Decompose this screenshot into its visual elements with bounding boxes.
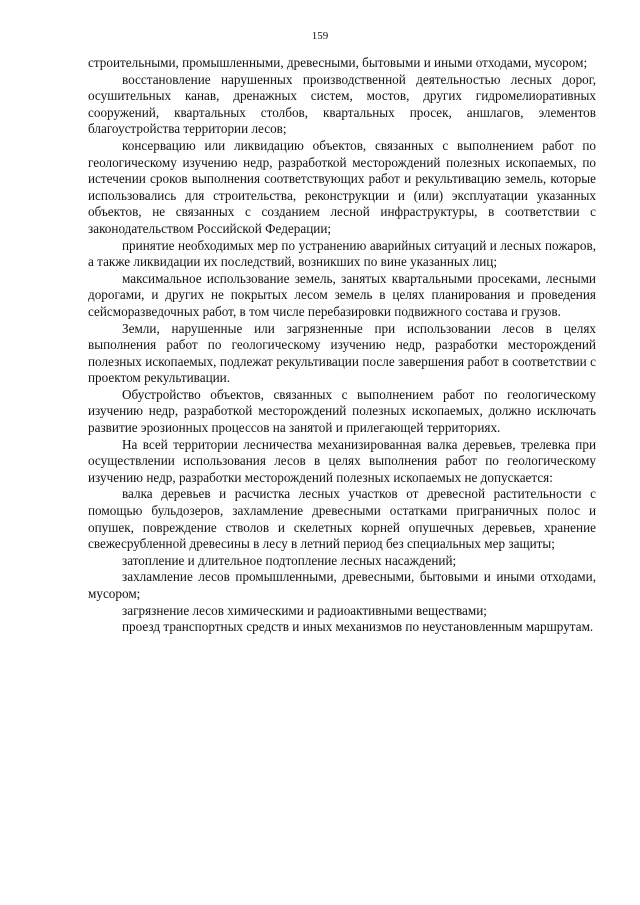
page-number: 159	[311, 30, 329, 42]
paragraph: загрязнение лесов химическими и радиоактивными веществами;	[122, 602, 487, 618]
paragraph: валка деревьев и расчистка лесных участков от древесной растительности с помощью бульдозеров, захламление древесными остатками приграничных полос и опушек, повреждение стволов и скелетных корней опушечных деревьев, хранение свежесрубленной древесины в лесу в летний период без специальных мер защиты;	[88, 486, 596, 552]
paragraph: консервацию или ликвидацию объектов, связанных с выполнением работ по геологическому изучению недр, разработкой месторождений полезных ископаемых, по истечении сроков выполнения соответствующих работ и рекультивацию земель, которые использовались для строительства, реконструкции и (или) эксплуатации указанных объектов, не связанных с созданием лесной инфраструктуры, в соответствии с законодательством Российской Федерации;	[88, 137, 596, 236]
paragraph: восстановление нарушенных производственной деятельностью лесных дорог, осушительных канав, дренажных систем, мостов, других гидромелиоративных сооружений, квартальных столбов, квартальных просек, аншлагов, элементов благоустройства территории лесов;	[88, 71, 596, 137]
paragraph: На всей территории лесничества механизированная валка деревьев, трелевка при осуществлении использования лесов в целях выполнения работ по геологическому изучению недр, разработки месторождений полезных ископаемых не допускается:	[88, 436, 596, 485]
paragraph: максимальное использование земель, занятых квартальными просеками, лесными дорогами, и других не покрытых лесом земель в целях планирования и проведения сейсморазведочных работ, в том числе перебазировки подвижного состава и грузов.	[88, 270, 596, 319]
paragraph: принятие необходимых мер по устранению аварийных ситуаций и лесных пожаров, а также ликвидации их последствий, возникших по вине указанных лиц;	[88, 237, 596, 270]
paragraph: Обустройство объектов, связанных с выполнением работ по геологическому изучению недр, разработкой месторождений полезных ископаемых, должно исключать развитие эрозионных процессов на занятой и прилегающей территориях.	[88, 386, 596, 436]
paragraph: Земли, нарушенные или загрязненные при использовании лесов в целях выполнения работ по геологическому изучению недр, разработки месторождений полезных ископаемых, подлежат рекультивации после завершения работ в соответствии с проектом рекультивации.	[88, 320, 596, 386]
paragraph: захламление лесов промышленными, древесными, бытовыми и иными отходами, мусором;	[88, 569, 596, 601]
document-body	[88, 55, 596, 636]
paragraph: проезд транспортных средств и иных механизмов по неустановленным маршрутам.	[122, 619, 594, 635]
paragraph: строительными, промышленными, древесными, бытовыми и иными отходами, мусором;	[88, 55, 588, 70]
paragraph: затопление и длительное подтопление лесных насаждений;	[122, 552, 457, 568]
